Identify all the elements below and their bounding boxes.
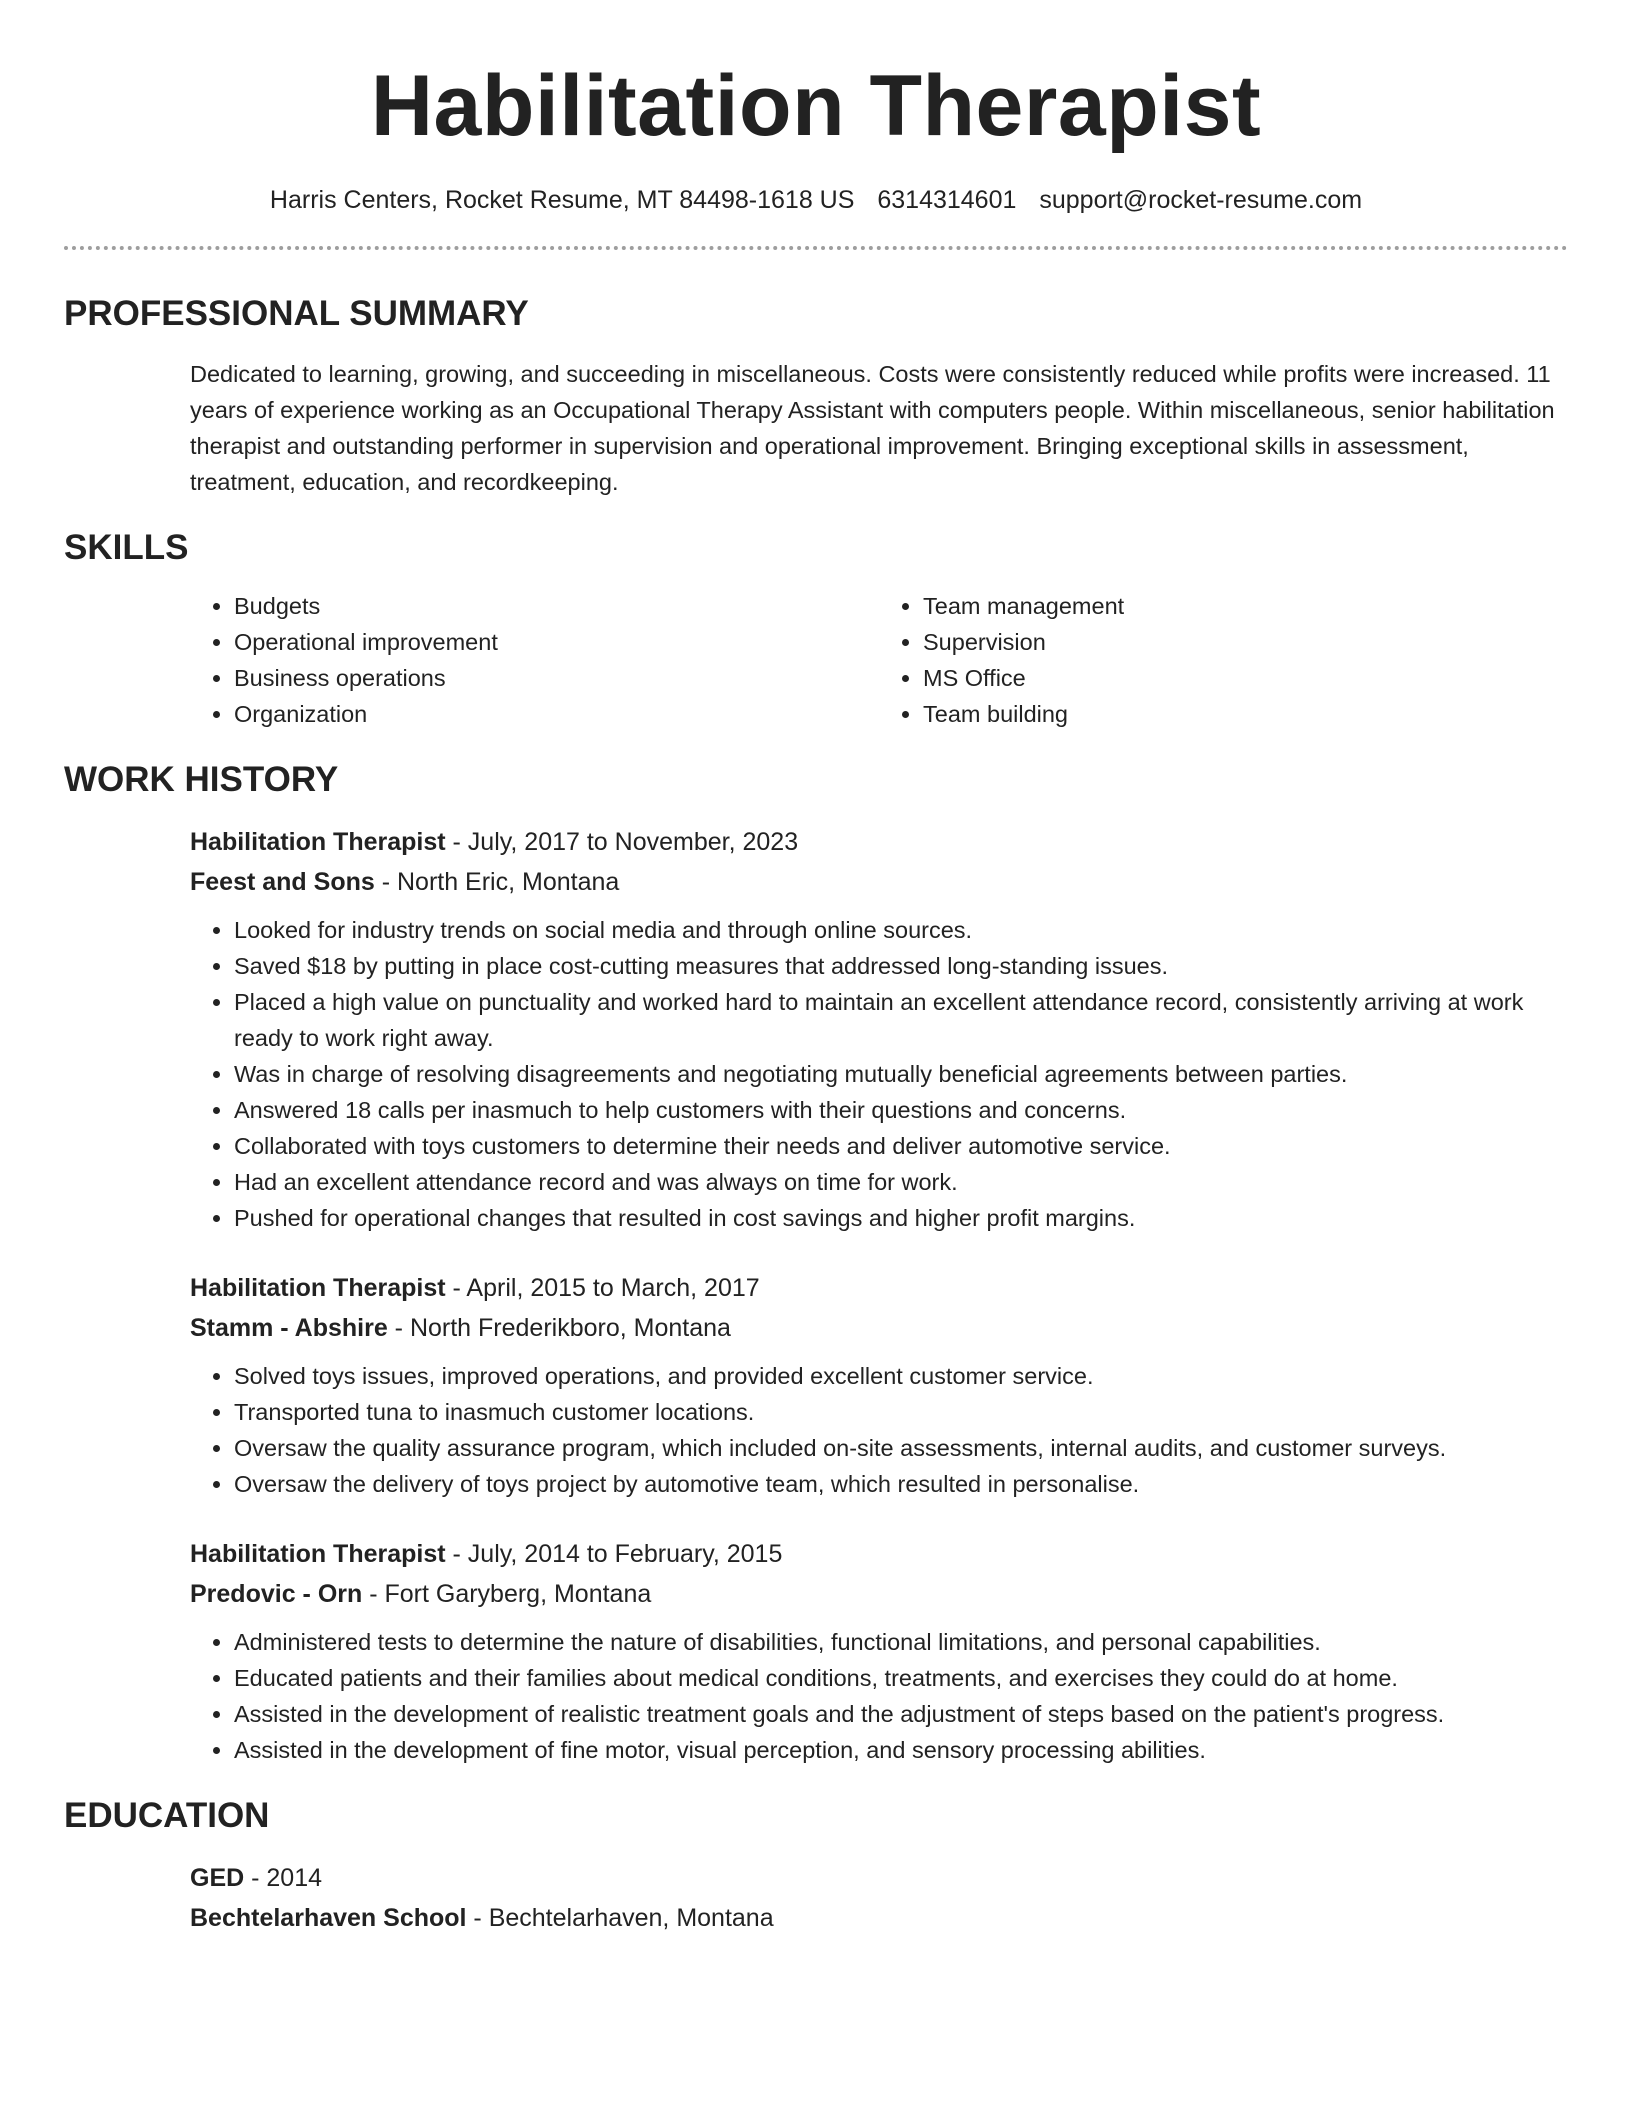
skill-item: • Organization [234, 696, 879, 732]
skill-item: • Team building [923, 696, 1568, 732]
skill-item: • Business operations [234, 660, 879, 696]
job-dates: - April, 2015 to March, 2017 [445, 1274, 760, 1302]
skill-item: • Supervision [923, 624, 1568, 660]
skill-item: • MS Office [923, 660, 1568, 696]
summary-section [64, 292, 1568, 500]
education-entry [190, 1858, 1568, 1938]
job-bullet: • Assisted in the development of realistic treatment goals and the adjustment of steps based on the patient's progress. [234, 1696, 1568, 1732]
contact-address: Harris Centers, Rocket Resume, MT 84498-1618 US [269, 186, 855, 214]
skills-column-left [190, 588, 879, 732]
job-dates: - July, 2014 to February, 2015 [445, 1540, 783, 1568]
job-bullet: • Answered 18 calls per inasmuch to help customers with their questions and concerns. [234, 1092, 1568, 1128]
job-bullet: • Saved $18 by putting in place cost-cutting measures that addressed long-standing issues. [234, 948, 1568, 984]
job-bullet: • Pushed for operational changes that resulted in cost savings and higher profit margins. [234, 1200, 1568, 1236]
skills-column-right [879, 588, 1568, 732]
job-bullets [190, 1624, 1568, 1768]
job-bullet: • Educated patients and their families about medical conditions, treatments, and exercises they could do at home. [234, 1660, 1568, 1696]
skills-list [190, 588, 1568, 732]
education-school: Bechtelarhaven School [190, 1904, 467, 1932]
header-divider [64, 246, 1568, 250]
education-degree-line [190, 1858, 1568, 1898]
job-role-line [190, 1268, 1568, 1308]
job-company-line [190, 862, 1568, 902]
job-bullet: • Transported tuna to inasmuch customer locations. [234, 1394, 1568, 1430]
job-bullet: • Looked for industry trends on social media and through online sources. [234, 912, 1568, 948]
education-section [64, 1794, 1568, 1938]
contact-email[interactable]: support@rocket-resume.com [1039, 186, 1363, 214]
job-location: - North Frederikboro, Montana [387, 1314, 731, 1342]
education-degree: GED [190, 1864, 245, 1892]
job-bullet: • Solved toys issues, improved operations, and provided excellent customer service. [234, 1358, 1568, 1394]
job-dates: - July, 2017 to November, 2023 [445, 828, 799, 856]
summary-title: PROFESSIONAL SUMMARY [64, 294, 529, 333]
job-entry [190, 1534, 1568, 1768]
job-location: - Fort Garyberg, Montana [362, 1580, 652, 1608]
job-role-line [190, 822, 1568, 862]
job-role: Habilitation Therapist [190, 828, 446, 856]
job-company: Predovic - Orn [190, 1580, 363, 1608]
skill-item: • Budgets [234, 588, 879, 624]
resume-header [64, 0, 1568, 216]
job-bullets [190, 912, 1568, 1236]
contact-info [64, 184, 1568, 216]
skill-item: • Operational improvement [234, 624, 879, 660]
job-company: Stamm - Abshire [190, 1314, 388, 1342]
skills-section [64, 526, 1568, 732]
job-bullet: • Oversaw the quality assurance program, which included on-site assessments, internal audits, and customer surveys. [234, 1430, 1568, 1466]
job-company-line [190, 1574, 1568, 1614]
contact-phone: 6314314601 [877, 186, 1017, 214]
job-bullet: • Was in charge of resolving disagreements and negotiating mutually beneficial agreements between parties. [234, 1056, 1568, 1092]
job-bullets [190, 1358, 1568, 1502]
education-school-line [190, 1898, 1568, 1938]
education-year: - 2014 [244, 1864, 323, 1892]
job-bullet: • Collaborated with toys customers to determine their needs and deliver automotive service. [234, 1128, 1568, 1164]
job-role: Habilitation Therapist [190, 1274, 446, 1302]
summary-text: Dedicated to learning, growing, and succeeding in miscellaneous. Costs were consistently reduced while profits were increased. 11 years of experience working as an Occupational Therapy Assistant with computers people. Within miscellaneous, senior habilitation therapist and outstanding performer in supervision and operational improvement. Bringing exceptional skills in assessment, treatment, education, and recordkeeping. [190, 361, 1555, 495]
job-bullet: • Administered tests to determine the nature of disabilities, functional limitations, and personal capabilities. [234, 1624, 1568, 1660]
job-company: Feest and Sons [190, 868, 375, 896]
skill-item: • Team management [923, 588, 1568, 624]
job-role: Habilitation Therapist [190, 1540, 446, 1568]
job-bullet: • Oversaw the delivery of toys project by automotive team, which resulted in personalise. [234, 1466, 1568, 1502]
job-bullet: • Placed a high value on punctuality and worked hard to maintain an excellent attendance record, consistently arriving at work ready to work right away. [234, 984, 1568, 1056]
job-entry [190, 822, 1568, 1236]
job-bullet: • Had an excellent attendance record and was always on time for work. [234, 1164, 1568, 1200]
candidate-name: Habilitation Therapist [370, 58, 1262, 154]
job-entry [190, 1268, 1568, 1502]
skills-title: SKILLS [64, 528, 189, 567]
education-title: EDUCATION [64, 1796, 270, 1835]
job-location: - North Eric, Montana [374, 868, 620, 896]
work-history-title: WORK HISTORY [64, 760, 339, 799]
job-company-line [190, 1308, 1568, 1348]
job-bullet: • Assisted in the development of fine motor, visual perception, and sensory processing abilities. [234, 1732, 1568, 1768]
education-location: - Bechtelarhaven, Montana [466, 1904, 774, 1932]
job-role-line [190, 1534, 1568, 1574]
work-history-section [64, 758, 1568, 1768]
